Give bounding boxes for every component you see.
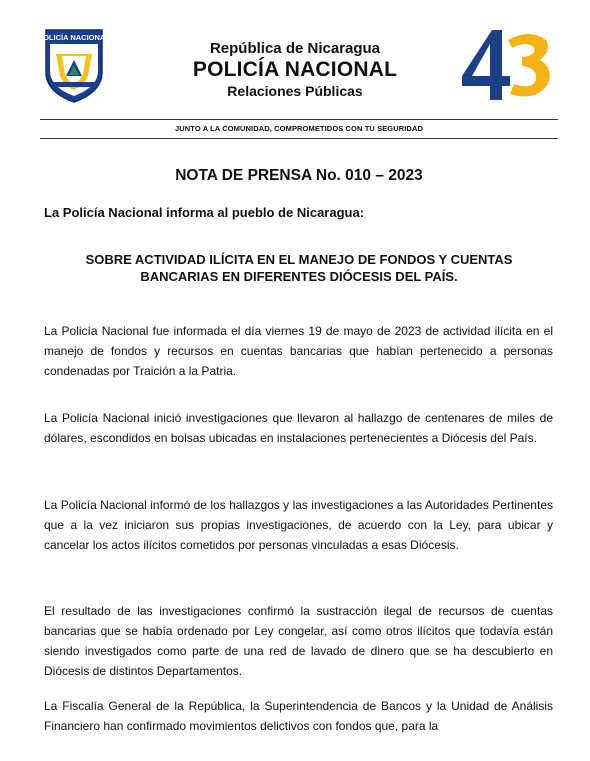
police-seal-logo	[40, 24, 108, 104]
institution-name: POLICÍA NACIONAL	[192, 58, 398, 81]
seal-text: POLICÍA NACIONAL	[40, 33, 108, 42]
anniversary-43-logo	[458, 26, 556, 106]
header-divider-bottom	[40, 138, 558, 139]
headline	[40, 251, 558, 285]
paragraph: El resultado de las investigaciones confirmó la sustracción ilegal de recursos de cuentas bancarias que se había ordenado por Ley congelar, así como otros ilícitos que todavía están siendo investigados como parte de una red de lavado de dinero que se ha descubierto en Diócesis de distintos Departamentos.	[44, 604, 553, 678]
headline-line: BANCARIAS EN DIFERENTES DIÓCESIS DEL PAÍS.	[140, 269, 458, 284]
country-name: República de Nicaragua	[209, 40, 381, 57]
motto: JUNTO A LA COMUNIDAD, COMPROMETIDOS CON TU SEGURIDAD	[175, 124, 423, 133]
department-name: Relaciones Públicas	[227, 83, 363, 99]
paragraph: La Policía Nacional informó de los hallazgos y las investigaciones a las Autoridades Pertinentes que a la vez iniciaron sus propias investigaciones, de acuerdo con la Ley, para ubicar y cancelar los actos ilícitos cometidos por personas vinculadas a esas Diócesis.	[44, 498, 553, 552]
headline-line: SOBRE ACTIVIDAD ILÍCITA EN EL MANEJO DE FONDOS Y CUENTAS	[85, 252, 513, 267]
intro-statement: La Policía Nacional informa al pueblo de Nicaragua:	[44, 205, 365, 220]
paragraph: La Fiscalía General de la República, la Superintendencia de Bancos y la Unidad de Análisis Financiero han confirmado movimientos delictivos con fondos que, para la	[44, 699, 553, 733]
header-divider-top	[40, 119, 558, 120]
paragraph: La Policía Nacional fue informada el día viernes 19 de mayo de 2023 de actividad ilícita en el manejo de fondos y recursos en cuentas bancarias que habían pertenecido a personas condenadas por Traición a la Patria.	[44, 324, 553, 378]
letterhead-title	[130, 40, 460, 101]
press-release-number: NOTA DE PRENSA No. 010 – 2023	[175, 167, 423, 184]
paragraph: La Policía Nacional inició investigaciones que llevaron al hallazgo de centenares de miles de dólares, escondidos en bolsas ubicadas en instalaciones pertenecientes a Diócesis del País.	[44, 411, 553, 445]
anniversary-number: 43	[506, 104, 508, 105]
